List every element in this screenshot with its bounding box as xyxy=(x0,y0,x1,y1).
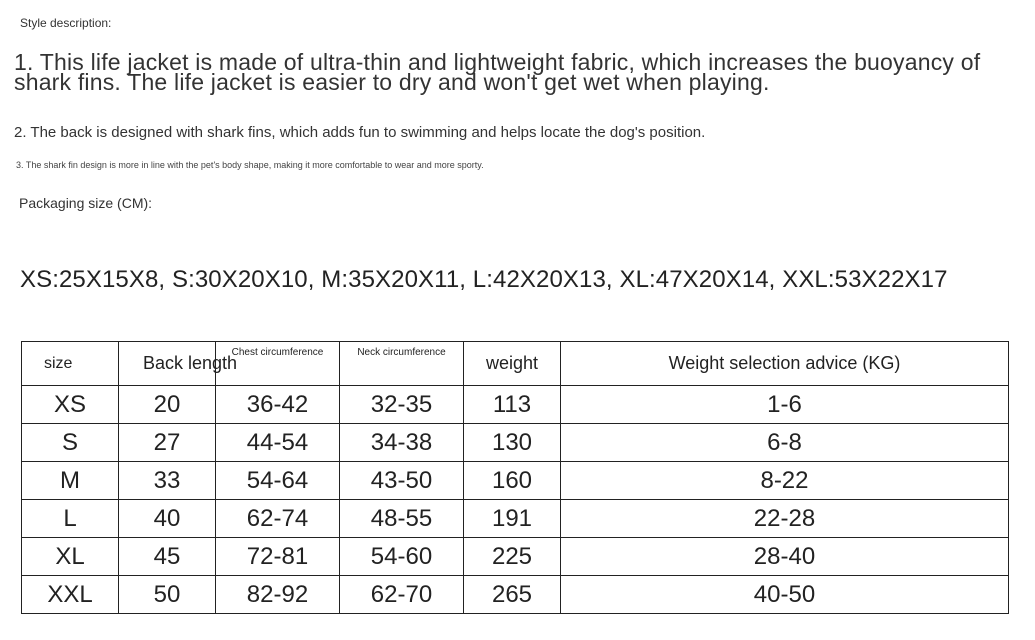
cell-weight-advice: 6-8 xyxy=(561,424,1009,462)
table-header-row xyxy=(22,342,1009,386)
cell-neck: 32-35 xyxy=(340,386,464,424)
header-neck-circumference: Neck circumference xyxy=(340,342,464,386)
description-line-2: 2. The back is designed with shark fins, which adds fun to swimming and helps locate the dog's position. xyxy=(14,124,706,141)
cell-weight-advice: 28-40 xyxy=(561,538,1009,576)
cell-size: L xyxy=(22,500,119,538)
cell-neck: 34-38 xyxy=(340,424,464,462)
cell-weight-advice: 22-28 xyxy=(561,500,1009,538)
cell-size: XS xyxy=(22,386,119,424)
cell-weight: 113 xyxy=(464,386,561,424)
cell-weight-advice: 8-22 xyxy=(561,462,1009,500)
cell-size: S xyxy=(22,424,119,462)
size-chart-table xyxy=(21,341,1009,614)
cell-back-length: 33 xyxy=(119,462,216,500)
cell-chest: 36-42 xyxy=(216,386,340,424)
table-row xyxy=(22,462,1009,500)
cell-weight: 265 xyxy=(464,576,561,614)
cell-chest: 44-54 xyxy=(216,424,340,462)
table-row xyxy=(22,538,1009,576)
cell-back-length: 40 xyxy=(119,500,216,538)
cell-weight: 225 xyxy=(464,538,561,576)
cell-back-length: 27 xyxy=(119,424,216,462)
cell-size: XL xyxy=(22,538,119,576)
table-row xyxy=(22,576,1009,614)
cell-chest: 72-81 xyxy=(216,538,340,576)
cell-chest: 62-74 xyxy=(216,500,340,538)
table-row xyxy=(22,500,1009,538)
cell-back-length: 20 xyxy=(119,386,216,424)
cell-weight: 130 xyxy=(464,424,561,462)
header-back-length: Back length xyxy=(119,342,216,386)
header-weight-advice: Weight selection advice (KG) xyxy=(561,342,1009,386)
cell-neck: 48-55 xyxy=(340,500,464,538)
cell-weight-advice: 40-50 xyxy=(561,576,1009,614)
cell-neck: 43-50 xyxy=(340,462,464,500)
cell-weight: 191 xyxy=(464,500,561,538)
packaging-sizes: XS:25X15X8, S:30X20X10, M:35X20X11, L:42X20X13, XL:47X20X14, XXL:53X22X17 xyxy=(20,266,948,293)
cell-size: M xyxy=(22,462,119,500)
cell-back-length: 50 xyxy=(119,576,216,614)
cell-chest: 54-64 xyxy=(216,462,340,500)
header-size: size xyxy=(22,342,119,386)
cell-neck: 62-70 xyxy=(340,576,464,614)
cell-weight: 160 xyxy=(464,462,561,500)
cell-neck: 54-60 xyxy=(340,538,464,576)
cell-chest: 82-92 xyxy=(216,576,340,614)
table-row xyxy=(22,424,1009,462)
header-weight: weight xyxy=(464,342,561,386)
cell-size: XXL xyxy=(22,576,119,614)
cell-weight-advice: 1-6 xyxy=(561,386,1009,424)
table-row xyxy=(22,386,1009,424)
packaging-size-label: Packaging size (CM): xyxy=(19,195,153,211)
description-line-3: 3. The shark fin design is more in line with the pet's body shape, making it more comfortable to wear and more sporty. xyxy=(16,160,484,170)
style-description-heading: Style description: xyxy=(20,16,112,30)
header-chest-circumference: Chest circumference xyxy=(216,342,340,386)
cell-back-length: 45 xyxy=(119,538,216,576)
description-line-1: 1. This life jacket is made of ultra-thin and lightweight fabric, which increases the buoyancy of shark fins. The life jacket is easier to dry and won't get wet when playing. xyxy=(14,52,981,95)
